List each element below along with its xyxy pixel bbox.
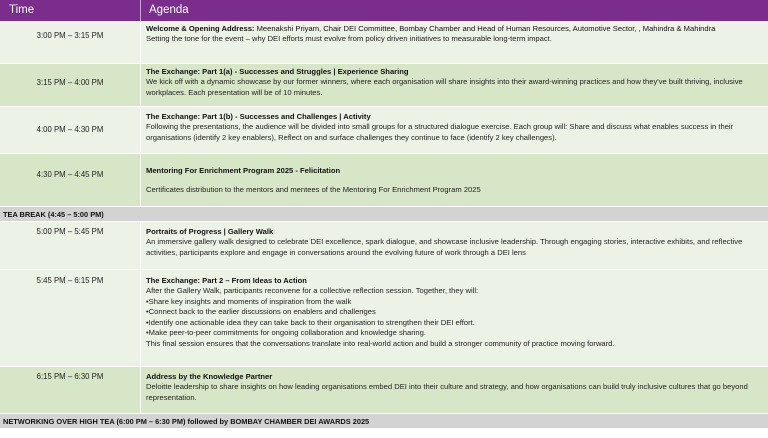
row-title: The Exchange: Part 1(a) - Successes and Struggles | Experience Sharing (146, 67, 409, 76)
agenda-column-header: Agenda (140, 0, 768, 21)
row-content (140, 222, 768, 269)
row-time: 6:15 PM – 6:30 PM (36, 372, 104, 381)
table-row (0, 107, 768, 154)
row-time: 5:00 PM – 5:45 PM (36, 227, 104, 236)
table-row (0, 64, 768, 107)
row-description: Setting the tone for the event – why DEI efforts must evolve from policy driven initiatives to measurable long-term impact. (146, 34, 552, 44)
row-title-text: Welcome & Opening Address: (146, 24, 255, 33)
row-description: Following the presentations, the audience will be divided into small groups for a structured dialogue exercise. Each group will: Share and discuss what enables success in their organisations (identify 2 key enablers), Reflect on and surface challenges they continue to face (identify 2 key challenges). (146, 122, 734, 142)
row-content (140, 21, 768, 63)
row-bullet: •Make peer-to-peer commitments for ongoing collaboration and knowledge sharing. (146, 328, 426, 338)
row-description: We kick off with a dynamic showcase by our former winners, where each organisation will share insights into their award-winning practices and how they've built thriving, inclusive workplaces. Each presentation will be of 10 minutes. (146, 77, 743, 97)
row-title: The Exchange: Part 2 – From Ideas to Action (146, 276, 307, 285)
row-time: 4:00 PM – 4:30 PM (36, 125, 104, 134)
row-content (140, 64, 768, 106)
row-time: 3:15 PM – 4:00 PM (36, 78, 104, 87)
row-time: 5:45 PM – 6:15 PM (36, 276, 104, 285)
row-description-line: After the Gallery Walk, participants reconvene for a collective reflection session. Together, they will: (146, 286, 479, 296)
row-bullet: •Share key insights and moments of inspiration from the walk (146, 296, 352, 306)
row-bullet: •Identify one actionable idea they can take back to their organisation to strengthen their DEI effort. (146, 317, 475, 327)
row-title: Portraits of Progress | Gallery Walk (146, 227, 274, 236)
row-content (140, 367, 768, 413)
table-header (0, 0, 768, 21)
row-content (140, 154, 768, 206)
row-description-line: This final session ensures that the conversations translate into real-world action and build a stronger community of practice moving forward. (146, 338, 615, 348)
row-bullet: •Connect back to the earlier discussions on enablers and challenges (146, 307, 376, 317)
row-title: Address by the Knowledge Partner (146, 372, 273, 381)
table-row (0, 222, 768, 270)
row-time: 4:30 PM – 4:45 PM (36, 170, 104, 179)
row-description: Certificates distribution to the mentors and mentees of the Mentoring For Enrichment Program 2025 (146, 185, 481, 195)
tea-break-banner: TEA BREAK (4:45 – 5:00 PM) (0, 207, 768, 222)
row-content (140, 270, 768, 366)
row-speaker: Meenakshi Priyam, Chair DEI Committee, Bombay Chamber and Head of Human Resources, Automotive Sector, , Mahindra & Mahindra (254, 24, 716, 33)
networking-banner: NETWORKING OVER HIGH TEA (6:00 PM – 6:30 PM) followed by BOMBAY CHAMBER DEI AWARDS 2025 (0, 414, 768, 429)
table-row (0, 270, 768, 367)
row-title: The Exchange: Part 1(b) - Successes and Challenges | Activity (146, 112, 371, 121)
table-row (0, 154, 768, 207)
row-time: 3:00 PM – 3:15 PM (36, 31, 104, 40)
row-content (140, 107, 768, 153)
row-title: Mentoring For Enrichment Program 2025 - Felicitation (146, 166, 341, 175)
time-column-header: Time (9, 4, 35, 16)
table-row (0, 367, 768, 414)
row-description: Deloitte leadership to share insights on how leading organisations embed DEI into their culture and strategy, and how organisations can build truly inclusive cultures that go beyond representation. (146, 382, 748, 402)
row-title (146, 24, 760, 34)
table-row (0, 21, 768, 64)
row-description: An immersive gallery walk designed to celebrate DEI excellence, spark dialogue, and showcase inclusive leadership. Through engaging stories, interactive exhibits, and reflective activities, participants explore and engage in conversations around the evolving future of work through a DEI lens (146, 237, 743, 257)
